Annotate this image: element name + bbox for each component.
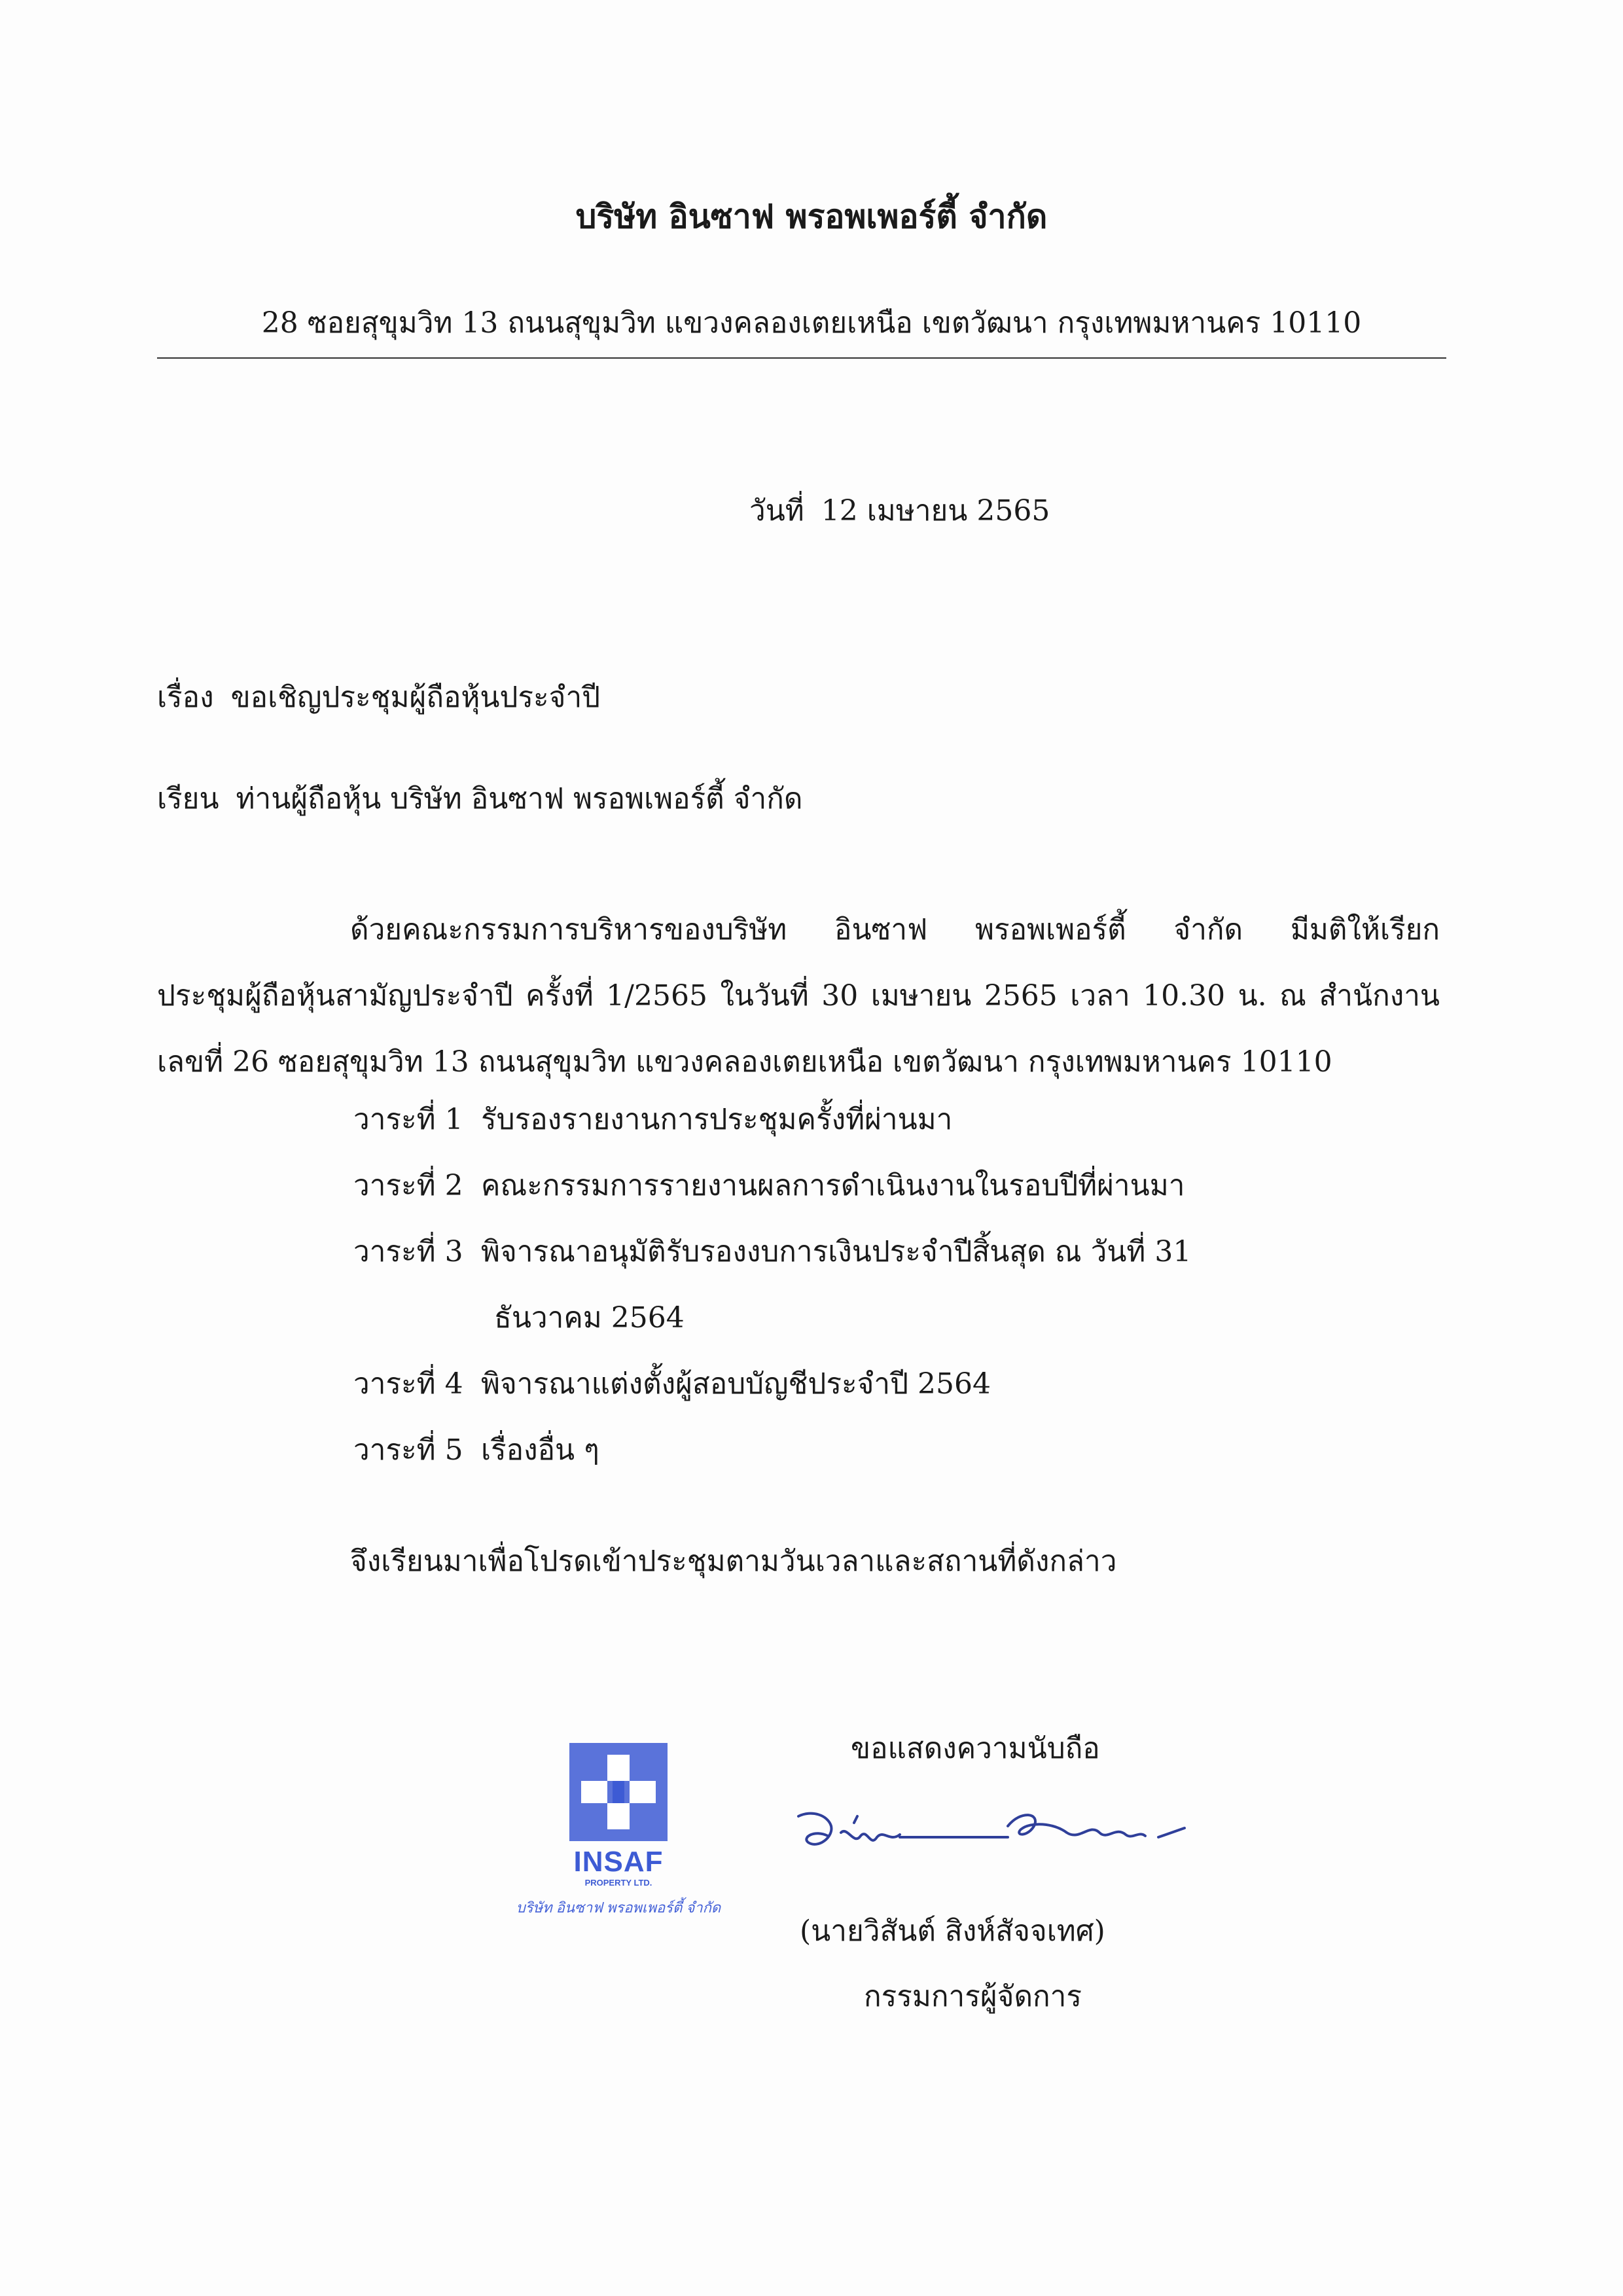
agenda-label: วาระที่ 4 xyxy=(353,1367,463,1401)
agenda-label: วาระที่ 3 xyxy=(353,1235,463,1268)
agenda-text: พิจารณาอนุมัติรับรองงบการเงินประจำปีสิ้นสุด ณ วันที่ 31 xyxy=(481,1235,1192,1268)
agenda-label: วาระที่ 2 xyxy=(353,1169,463,1202)
agenda-text: เรื่องอื่น ๆ xyxy=(481,1433,599,1467)
agenda-item xyxy=(353,1153,1191,1219)
agenda-item xyxy=(353,1219,1191,1285)
signer-title: กรรมการผู้จัดการ xyxy=(864,1980,1082,2013)
company-name: บริษัท อินซาฟ พรอพเพอร์ตี้ จำกัด xyxy=(575,197,1048,236)
agenda-text: พิจารณาแต่งตั้งผู้สอบบัญชีประจำปี 2564 xyxy=(481,1367,991,1401)
agenda-item xyxy=(353,1086,1191,1153)
stamp-brand: INSAF xyxy=(573,1846,664,1878)
agenda-continuation: ธันวาคม 2564 xyxy=(494,1301,685,1335)
agenda-text: คณะกรรมการรายงานผลการดำเนินงานในรอบปีที่ผ่านมา xyxy=(481,1169,1185,1202)
agenda-label: วาระที่ 5 xyxy=(353,1433,463,1467)
header-divider xyxy=(157,357,1446,359)
stamp-logo-icon xyxy=(491,1738,753,1849)
body-line-2: ประชุมผู้ถือหุ้นสามัญประจำปี ครั้งที่ 1/2565 ในวันที่ 30 เมษายน 2565 เวลา 10.30 น. ณ สำนักงาน xyxy=(157,979,1440,1013)
agenda-item xyxy=(353,1417,1191,1483)
stamp-subtitle: PROPERTY LTD. xyxy=(584,1878,652,1888)
body-paragraph xyxy=(157,897,1440,1095)
agenda-label: วาระที่ 1 xyxy=(353,1103,463,1136)
regards-line: ขอแสดงความนับถือ xyxy=(851,1732,1100,1765)
body-line-1: ด้วยคณะกรรมการบริหารของบริษัท อินซาฟ พรอพเพอร์ตี้ จำกัด มีมติให้เรียก xyxy=(350,913,1440,946)
recipient-label: เรียน xyxy=(157,782,219,816)
recipient-value: ท่านผู้ถือหุ้น บริษัท อินซาฟ พรอพเพอร์ตี้ จำกัด xyxy=(236,782,803,816)
agenda-item xyxy=(353,1351,1191,1417)
recipient-line xyxy=(157,776,802,821)
stamp-thai-name: บริษัท อินซาฟ พรอพเพอร์ตี้ จำกัด xyxy=(516,1899,721,1916)
subject-line xyxy=(157,674,600,720)
closing-line: จึงเรียนมาเพื่อโปรดเข้าประชุมตามวันเวลาและสถานที่ดังกล่าว xyxy=(350,1545,1117,1578)
body-line-3: เลขที่ 26 ซอยสุขุมวิท 13 ถนนสุขุมวิท แขวงคลองเตยเหนือ เขตวัฒนา กรุงเทพมหานคร 10110 xyxy=(157,1045,1332,1079)
date-value: 12 เมษายน 2565 xyxy=(821,494,1050,528)
date-line xyxy=(749,488,1050,533)
subject-label: เรื่อง xyxy=(157,681,214,714)
company-address: 28 ซอยสุขุมวิท 13 ถนนสุขุมวิท แขวงคลองเตยเหนือ เขตวัฒนา กรุงเทพมหานคร 10110 xyxy=(261,306,1362,340)
subject-value: ขอเชิญประชุมผู้ถือหุ้นประจำปี xyxy=(230,681,601,714)
date-label: วันที่ xyxy=(749,494,804,528)
company-stamp xyxy=(491,1738,753,1928)
agenda-text: รับรองรายงานการประชุมครั้งที่ผ่านมา xyxy=(481,1103,953,1136)
agenda-list xyxy=(353,1086,1191,1483)
handwritten-signature xyxy=(792,1797,1198,1882)
signer-name: (นายวิสันต์ สิงห์สัจจเทศ) xyxy=(800,1914,1105,1948)
